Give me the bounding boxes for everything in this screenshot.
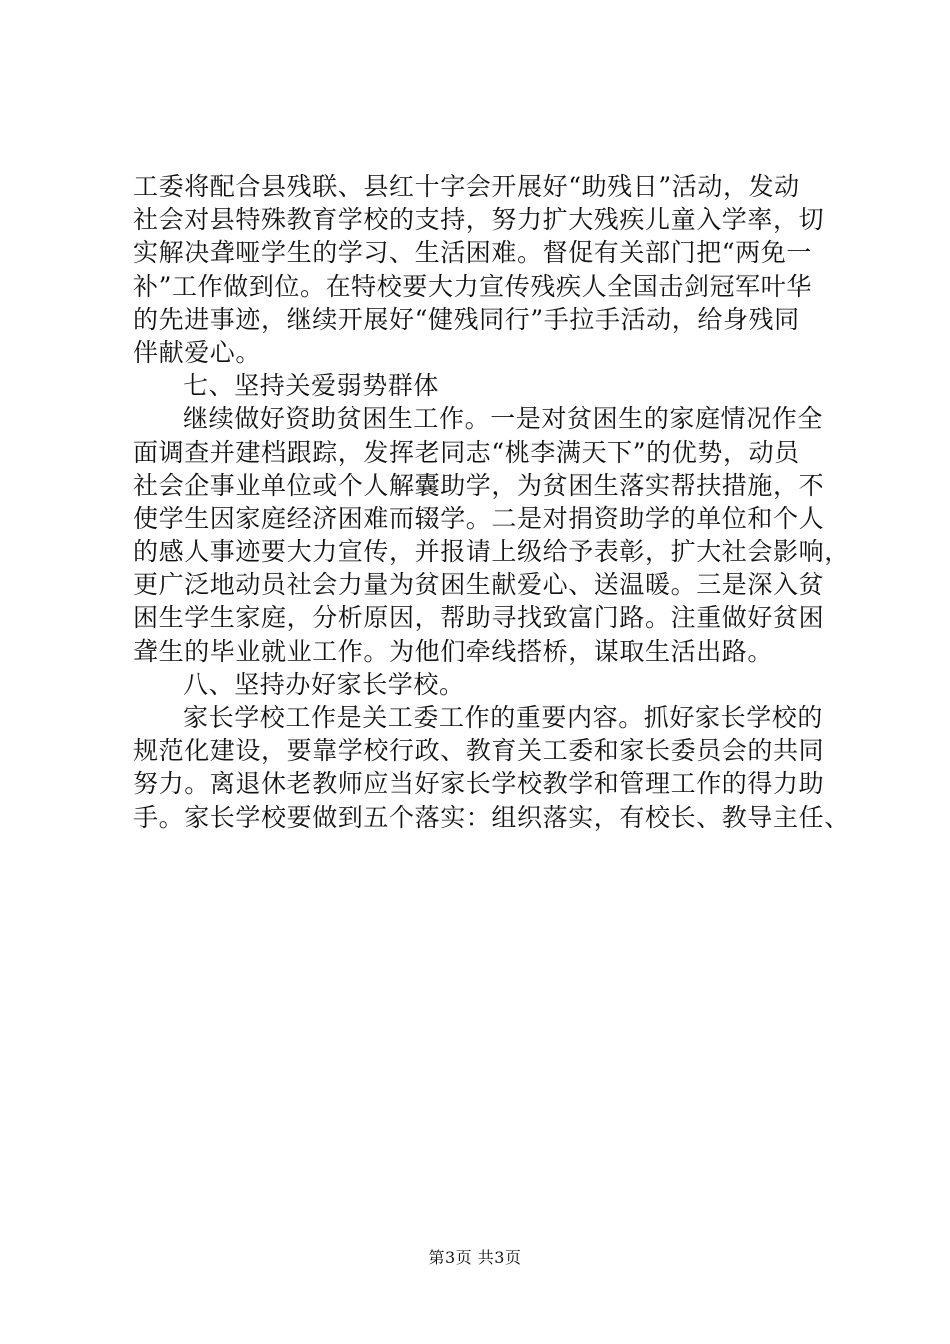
text-line-11: 使学生因家庭经济困难而辍学。二是对捐资助学的单位和个人	[133, 503, 825, 533]
text-line-14: 困生学生家庭，分析原因，帮助寻找致富门路。注重做好贫困	[133, 603, 825, 633]
text-line-18: 规范化建设，要靠学校行政、教育关工委和家长委员会的共同	[133, 736, 825, 766]
page-number-footer: 第3页 共3页	[428, 1248, 522, 1267]
text-line-15: 聋生的毕业就业工作。为他们牵线搭桥，谋取生活出路。	[133, 636, 774, 666]
text-line-3: 实解决聋哑学生的学习、生活困难。督促有关部门把“两免一	[133, 238, 812, 268]
text-line-19: 努力。离退休老教师应当好家长学校教学和管理工作的得力助	[133, 769, 825, 799]
text-line-5: 的先进事迹，继续开展好“健残同行”手拉手活动，给身残同	[133, 304, 800, 334]
text-line-2: 社会对县特殊教育学校的支持，努力扩大残疾儿童入学率，切	[133, 205, 825, 235]
text-line-13: 更广泛地动员社会力量为贫困生献爱心、送温暖。三是深入贫	[133, 570, 825, 600]
text-line-10: 社会企事业单位或个人解囊助学，为贫困生落实帮扶措施，不	[133, 470, 825, 500]
text-line-6: 伴献爱心。	[133, 337, 262, 367]
text-line-1: 工委将配合县残联、县红十字会开展好“助残日”活动，发动	[133, 172, 800, 201]
text-line-12: 的感人事迹要大力宣传，并报请上级给予表彰，扩大社会影响，	[133, 537, 850, 567]
text-line-9: 面调查并建档跟踪，发挥老同志“桃李满天下”的优势，动员	[133, 437, 800, 467]
text-line-17: 家长学校工作是关工委工作的重要内容。抓好家长学校的	[183, 703, 824, 732]
body-text	[133, 170, 850, 834]
text-line-4: 补”工作做到位。在特校要大力宣传残疾人全国击剑冠军叶华	[133, 271, 812, 301]
text-line-8: 继续做好资助贫困生工作。一是对贫困生的家庭情况作全	[183, 404, 824, 434]
text-line-20: 手。家长学校要做到五个落实：组织落实，有校长、教导主任、	[133, 802, 850, 832]
section-heading-7: 七、坚持关爱弱势群体	[183, 371, 440, 401]
section-heading-8: 八、坚持办好家长学校。	[183, 669, 465, 699]
